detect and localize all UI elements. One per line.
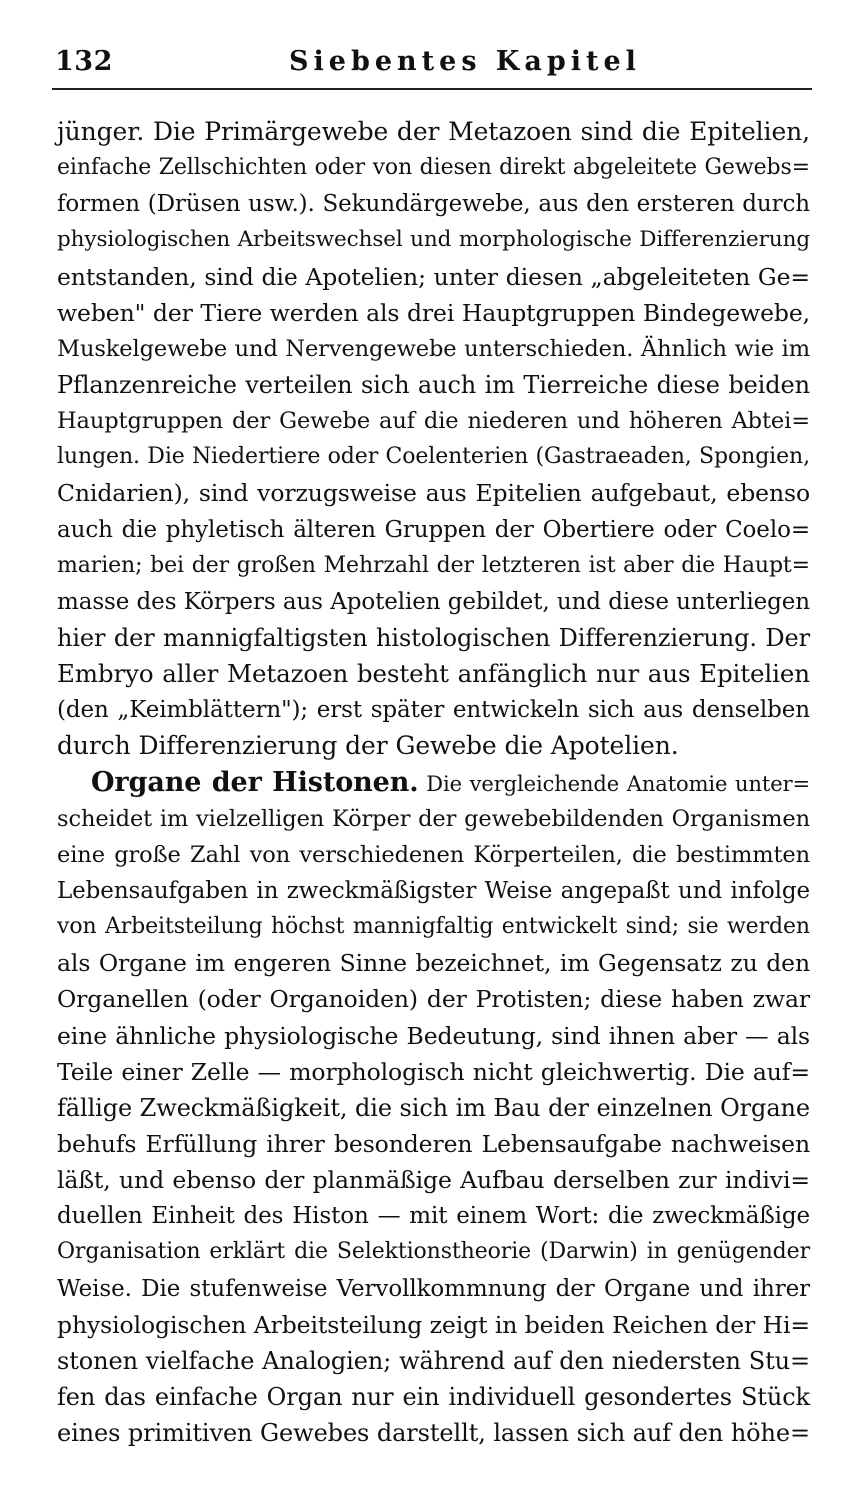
text-line: weben" der Tiere werden als drei Hauptgruppen Bindegewebe, [57,298,810,327]
text-line: masse des Körpers aus Apotelien gebildet, und diese unterliegen [57,588,810,615]
text-line: fen das einfache Organ nur ein individuell gesondertes Stück [57,1382,810,1411]
header-rule [52,88,812,90]
text-line: eine große Zahl von verschiedenen Körperteilen, die bestimmten [57,841,810,868]
text-line: formen (Drüsen usw.). Sekundärgewebe, aus den ersteren durch [57,191,810,218]
text-line: Weise. Die stufenweise Vervollkommnung der Organe und ihrer [57,1275,810,1302]
text-line: als Organe im engeren Sinne bezeichnet, im Gegensatz zu den [57,949,810,978]
text-line: Pflanzenreiche verteilen sich auch im Tierreiche diese beiden [57,370,810,399]
section-heading: Organe der Histonen. [91,766,419,798]
text-line: eines primitiven Gewebes darstellt, lassen sich auf den höhe= [57,1419,810,1448]
text-line: einfache Zellschichten oder von diesen direkt abgeleitete Gewebs= [57,155,810,181]
page-header [55,44,815,84]
text-line: läßt, und ebenso der planmäßige Aufbau derselben zur indivi= [57,1166,810,1195]
text-line: hier der mannigfaltigsten histologischen Differenzierung. Der [57,623,810,652]
text-line: marien; bei der großen Mehrzahl der letzteren ist aber die Haupt= [57,552,810,578]
text-line: Teile einer Zelle — morphologisch nicht gleichwertig. Die auf= [57,1057,810,1086]
text-line: Organisation erklärt die Selektionstheorie (Darwin) in genügender [57,1239,810,1265]
text-line: lungen. Die Niedertiere oder Coelenterien (Gastraeaden, Spongien, [57,444,810,470]
text-line: auch die phyletisch älteren Gruppen der Obertiere oder Coelo= [57,516,810,543]
text-line: stonen vielfache Analogien; während auf den niedersten Stu= [57,1346,810,1375]
text-line-first [57,765,810,801]
text-line: physiologischen Arbeitsteilung zeigt in beiden Reichen der Hi= [57,1310,810,1339]
text-line: (den „Keimblättern"); erst später entwickeln sich aus denselben [57,697,810,724]
text-line: durch Differenzierung der Gewebe die Apotelien. [57,731,679,761]
text-line: von Arbeitsteilung höchst mannigfaltig entwickelt sind; sie werden [57,914,810,940]
paragraph-2 [57,765,810,1452]
body-text [57,114,810,1451]
text-line: scheidet im vielzelligen Körper der gewebebildenden Organismen [57,805,810,832]
text-line: duellen Einheit des Histon — mit einem Wort: die zweckmäßige [57,1203,810,1230]
text-line: Embryo aller Metazoen besteht anfänglich nur aus Epitelien [57,659,810,689]
text-line: Organellen (oder Organoiden) der Protisten; diese haben zwar [57,985,810,1014]
text-line: eine ähnliche physiologische Bedeutung, sind ihnen aber — als [57,1021,810,1050]
text-line: fällige Zweckmäßigkeit, die sich im Bau der einzelnen Organe [57,1093,810,1122]
text-line: Cnidarien), sind vorzugsweise aus Epitelien aufgebaut, ebenso [57,479,810,508]
text-line: entstanden, sind die Apotelien; unter diesen „abgeleiteten Ge= [57,262,810,291]
text-line: Lebensaufgaben in zweckmäßigster Weise angepaßt und infolge [57,877,810,904]
text-line: jünger. Die Primärgewebe der Metazoen sind die Epitelien, [57,117,810,146]
text-run: Die vergleichende Anatomie unter= [418,771,810,796]
text-line: behufs Erfüllung ihrer besonderen Lebensaufgabe nachweisen [57,1129,810,1158]
running-head: Siebentes Kapitel [289,46,641,77]
text-line: Hauptgruppen der Gewebe auf die niederen und höheren Abtei= [57,408,810,435]
text-line: physiologischen Arbeitswechsel und morphologische Differenzierung [57,227,810,253]
paragraph-1 [57,114,810,765]
page-number: 132 [55,46,113,77]
text-line: Muskelgewebe und Nervengewebe unterschieden. Ähnlich wie im [57,335,810,362]
